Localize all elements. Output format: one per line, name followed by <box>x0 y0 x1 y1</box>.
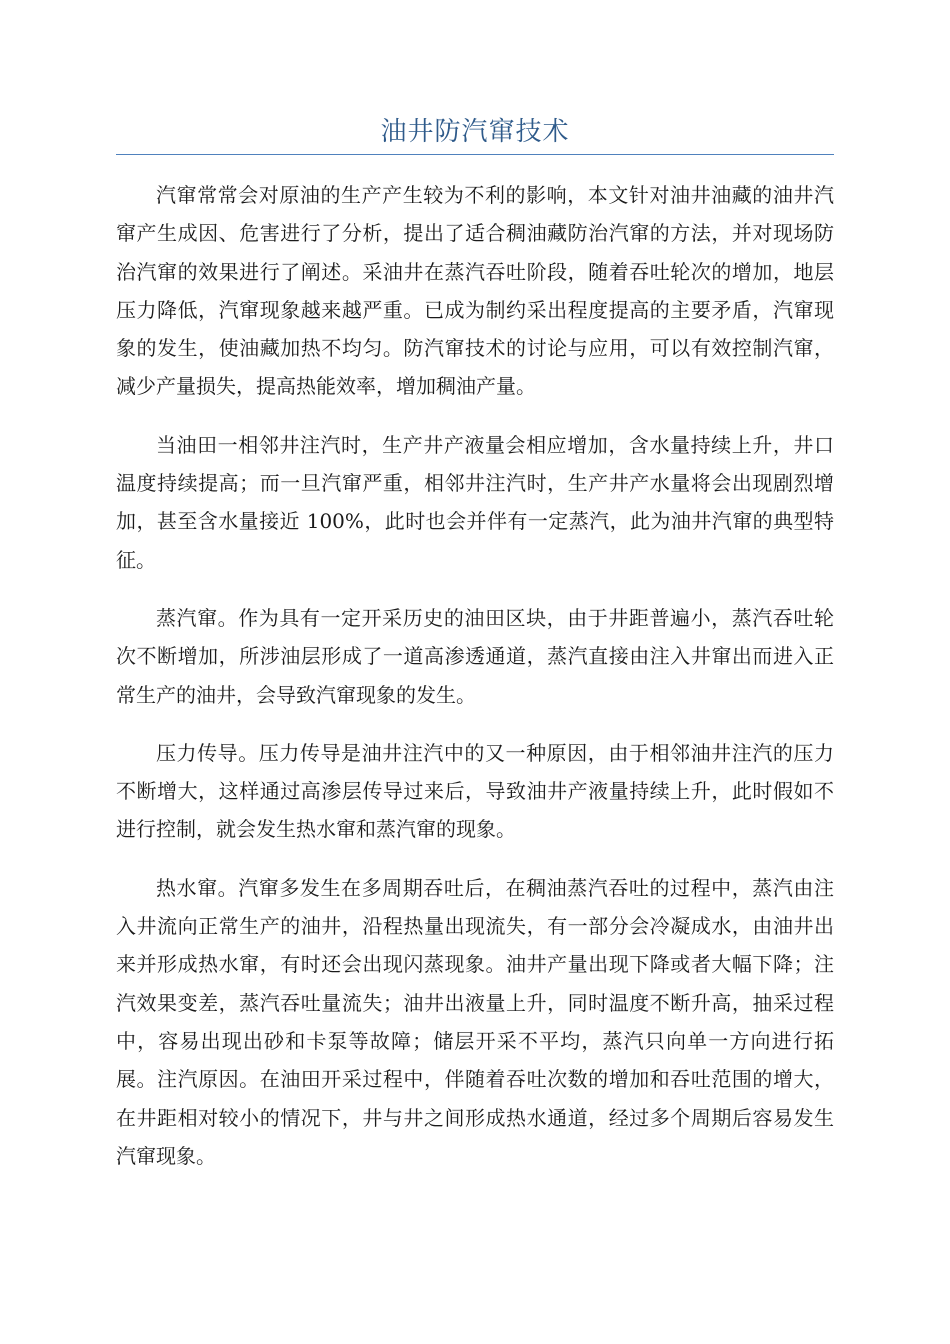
title-underline <box>116 154 834 155</box>
paragraph-hot-water-channeling: 热水窜。汽窜多发生在多周期吞吐后，在稠油蒸汽吞吐的过程中，蒸汽由注入井流向正常生产的油井，沿程热量出现流失，有一部分会冷凝成水，由油井出来并形成热水窜，有时还会出现闪蒸现象。油井产量出现下降或者大幅下降；注汽效果变差，蒸汽吞吐量流失；油井出液量上升，同时温度不断升高，抽采过程中，容易出现出砂和卡泵等故障；储层开采不平均，蒸汽只向单一方向进行拓展。注汽原因。在油田开采过程中，伴随着吞吐次数的增加和吞吐范围的增大，在井距相对较小的情况下，井与井之间形成热水通道，经过多个周期后容易发生汽窜现象。 <box>116 875 834 1168</box>
document-body <box>116 176 834 1195</box>
paragraph-pressure-conduction: 压力传导。压力传导是油井注汽中的又一种原因，由于相邻油井注汽的压力不断增大，这样通过高渗层传导过来后，导致油井产液量持续上升，此时假如不进行控制，就会发生热水窜和蒸汽窜的现象。 <box>116 740 834 842</box>
paragraph-intro: 汽窜常常会对原油的生产产生较为不利的影响，本文针对油井油藏的油井汽窜产生成因、危害进行了分析，提出了适合稠油藏防治汽窜的方法，并对现场防治汽窜的效果进行了阐述。采油井在蒸汽吞吐阶段，随着吞吐轮次的增加，地层压力降低，汽窜现象越来越严重。已成为制约采出程度提高的主要矛盾，汽窜现象的发生，使油藏加热不均匀。防汽窜技术的讨论与应用，可以有效控制汽窜，减少产量损失，提高热能效率，增加稠油产量。 <box>116 183 834 399</box>
paragraph-symptoms: 当油田一相邻井注汽时，生产井产液量会相应增加，含水量持续上升，井口温度持续提高；而一旦汽窜严重，相邻井注汽时，生产井产水量将会出现剧烈增加，甚至含水量接近 100%，此时也会并伴有一定蒸汽，此为油井汽窜的典型特征。 <box>116 432 834 572</box>
document-title: 油井防汽窜技术 <box>380 117 570 147</box>
paragraph-steam-channeling: 蒸汽窜。作为具有一定开采历史的油田区块，由于井距普遍小，蒸汽吞吐轮次不断增加，所涉油层形成了一道高渗透通道，蒸汽直接由注入井窜出而进入正常生产的油井，会导致汽窜现象的发生。 <box>116 605 834 707</box>
